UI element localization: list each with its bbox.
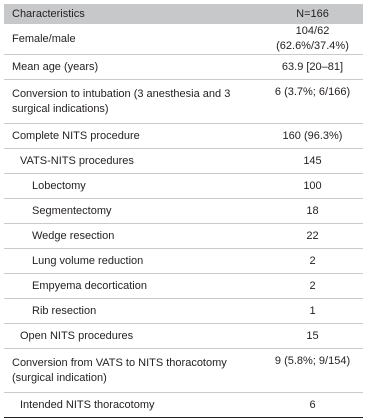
row-value: 145 [262,149,363,174]
row-label: Empyema decortication [4,274,262,299]
row-value: 22 [262,224,363,249]
row-value: 160 (96.3%) [262,124,363,149]
row-label: Conversion to intubation (3 anesthesia and 3 surgical indications) [4,80,262,124]
row-value: 1 [262,299,363,324]
table-row [4,349,363,393]
table-row [4,199,363,224]
row-label: Intended NITS thoracotomy [4,393,262,418]
header-characteristics: Characteristics [12,7,85,20]
row-label: Conversion from VATS to NITS thoracotomy (surgical indication) [4,349,262,393]
table-row [4,324,363,349]
row-value: 9 (5.8%; 9/154) [262,349,363,393]
table-row [4,224,363,249]
table-row [4,393,363,418]
row-label: VATS-NITS procedures [4,149,262,174]
table-row [4,24,363,55]
row-value: 2 [262,274,363,299]
row-label: Lung volume reduction [4,249,262,274]
row-label: Open NITS procedures [4,324,262,349]
row-value: 104/62 (62.6%/37.4%) [262,24,363,55]
row-value: 2 [262,249,363,274]
table-row [4,124,363,149]
row-label: Rib resection [4,299,262,324]
table-row [4,274,363,299]
table-row [4,174,363,199]
row-value: 18 [262,199,363,224]
characteristics-table-container [4,4,363,418]
row-value: 6 (3.7%; 6/166) [262,80,363,124]
header-n: N=166 [296,7,329,20]
row-label: Female/male [4,24,262,55]
row-label: Complete NITS procedure [4,124,262,149]
characteristics-table [4,4,363,418]
table-row [4,80,363,124]
row-label: Lobectomy [4,174,262,199]
row-label: Mean age (years) [4,55,262,80]
row-label: Segmentectomy [4,199,262,224]
row-label: Wedge resection [4,224,262,249]
row-value: 100 [262,174,363,199]
row-value: 6 [262,393,363,418]
table-row [4,149,363,174]
row-value: 15 [262,324,363,349]
table-header-row [4,4,363,24]
row-value: 63.9 [20–81] [262,55,363,80]
table-row [4,299,363,324]
table-row [4,249,363,274]
table-row [4,55,363,80]
